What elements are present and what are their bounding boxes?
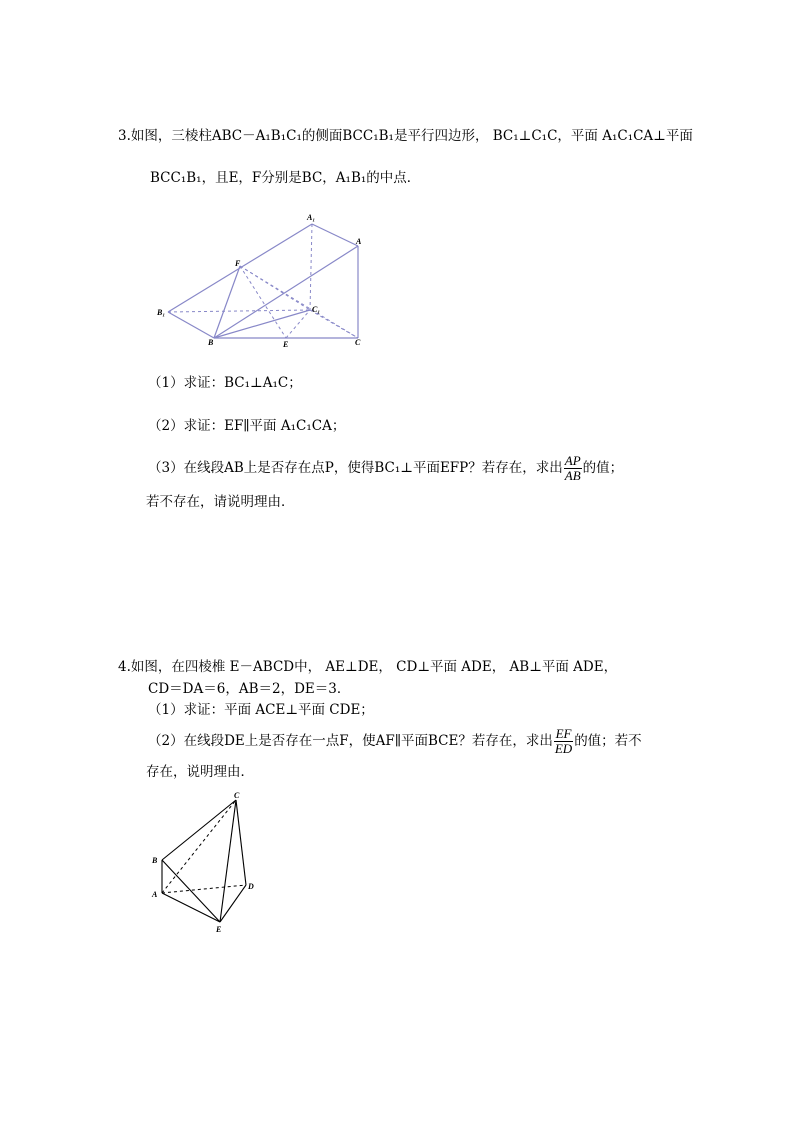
label-E: E <box>216 925 222 934</box>
problem3-statement-line1: 3.如图，三棱柱ABC－A₁B₁C₁的侧面BCC₁B₁是平行四边形， BC₁⊥C₁C，平面 A₁C₁CA⊥平面 <box>118 128 693 144</box>
label-E: E <box>283 340 289 349</box>
label-B: B <box>208 338 214 347</box>
problem4-question1: （1）求证：平面 ACE⊥平面 CDE； <box>148 702 374 718</box>
label-C: C <box>234 791 240 800</box>
problem3-question3-text: （3）在线段AB上是否存在点P，使得BC₁⊥平面EFP？若存在，求出 <box>148 460 563 476</box>
fraction-denominator: AB <box>564 468 581 483</box>
problem4-statement-line2: CD＝DA＝6，AB＝2，DE＝3． <box>148 681 351 697</box>
problem4-question2-continuation: 存在，说明理由． <box>146 764 254 780</box>
problem4-statement-line1: 4.如图，在四棱椎 E－ABCD中， AE⊥DE， CD⊥平面 ADE， AB⊥平面 ADE， <box>118 659 618 675</box>
problem3-question2: （2）求证：EF∥平面 A₁C₁CA； <box>148 418 346 434</box>
label-B: B <box>152 856 158 865</box>
label-C1: C₁ <box>312 305 321 314</box>
fraction-numerator: EF <box>555 726 572 741</box>
problem4-question2-tail: 的值；若不 <box>574 733 642 749</box>
label-F: F <box>235 259 241 268</box>
label-A1: A₁ <box>307 213 316 222</box>
problem3-question3-continuation: 若不存在，请说明理由． <box>146 494 295 510</box>
fraction-numerator: AP <box>564 453 581 468</box>
label-A: A <box>152 890 158 899</box>
fraction-denominator: ED <box>554 741 573 756</box>
label-B1: B₁ <box>157 308 166 317</box>
problem3-question1: （1）求证：BC₁⊥A₁C； <box>148 375 302 391</box>
label-A: A <box>356 237 362 246</box>
problem3-question3-tail: 的值； <box>582 460 624 476</box>
problem4-question2-text: （2）在线段DE上是否存在一点F，使AF∥平面BCE？若存在，求出 <box>148 733 553 749</box>
problem3-statement-line2: BCC₁B₁，且E，F分别是BC，A₁B₁的中点． <box>150 170 421 186</box>
label-D: D <box>248 882 254 891</box>
label-C: C <box>355 338 361 347</box>
